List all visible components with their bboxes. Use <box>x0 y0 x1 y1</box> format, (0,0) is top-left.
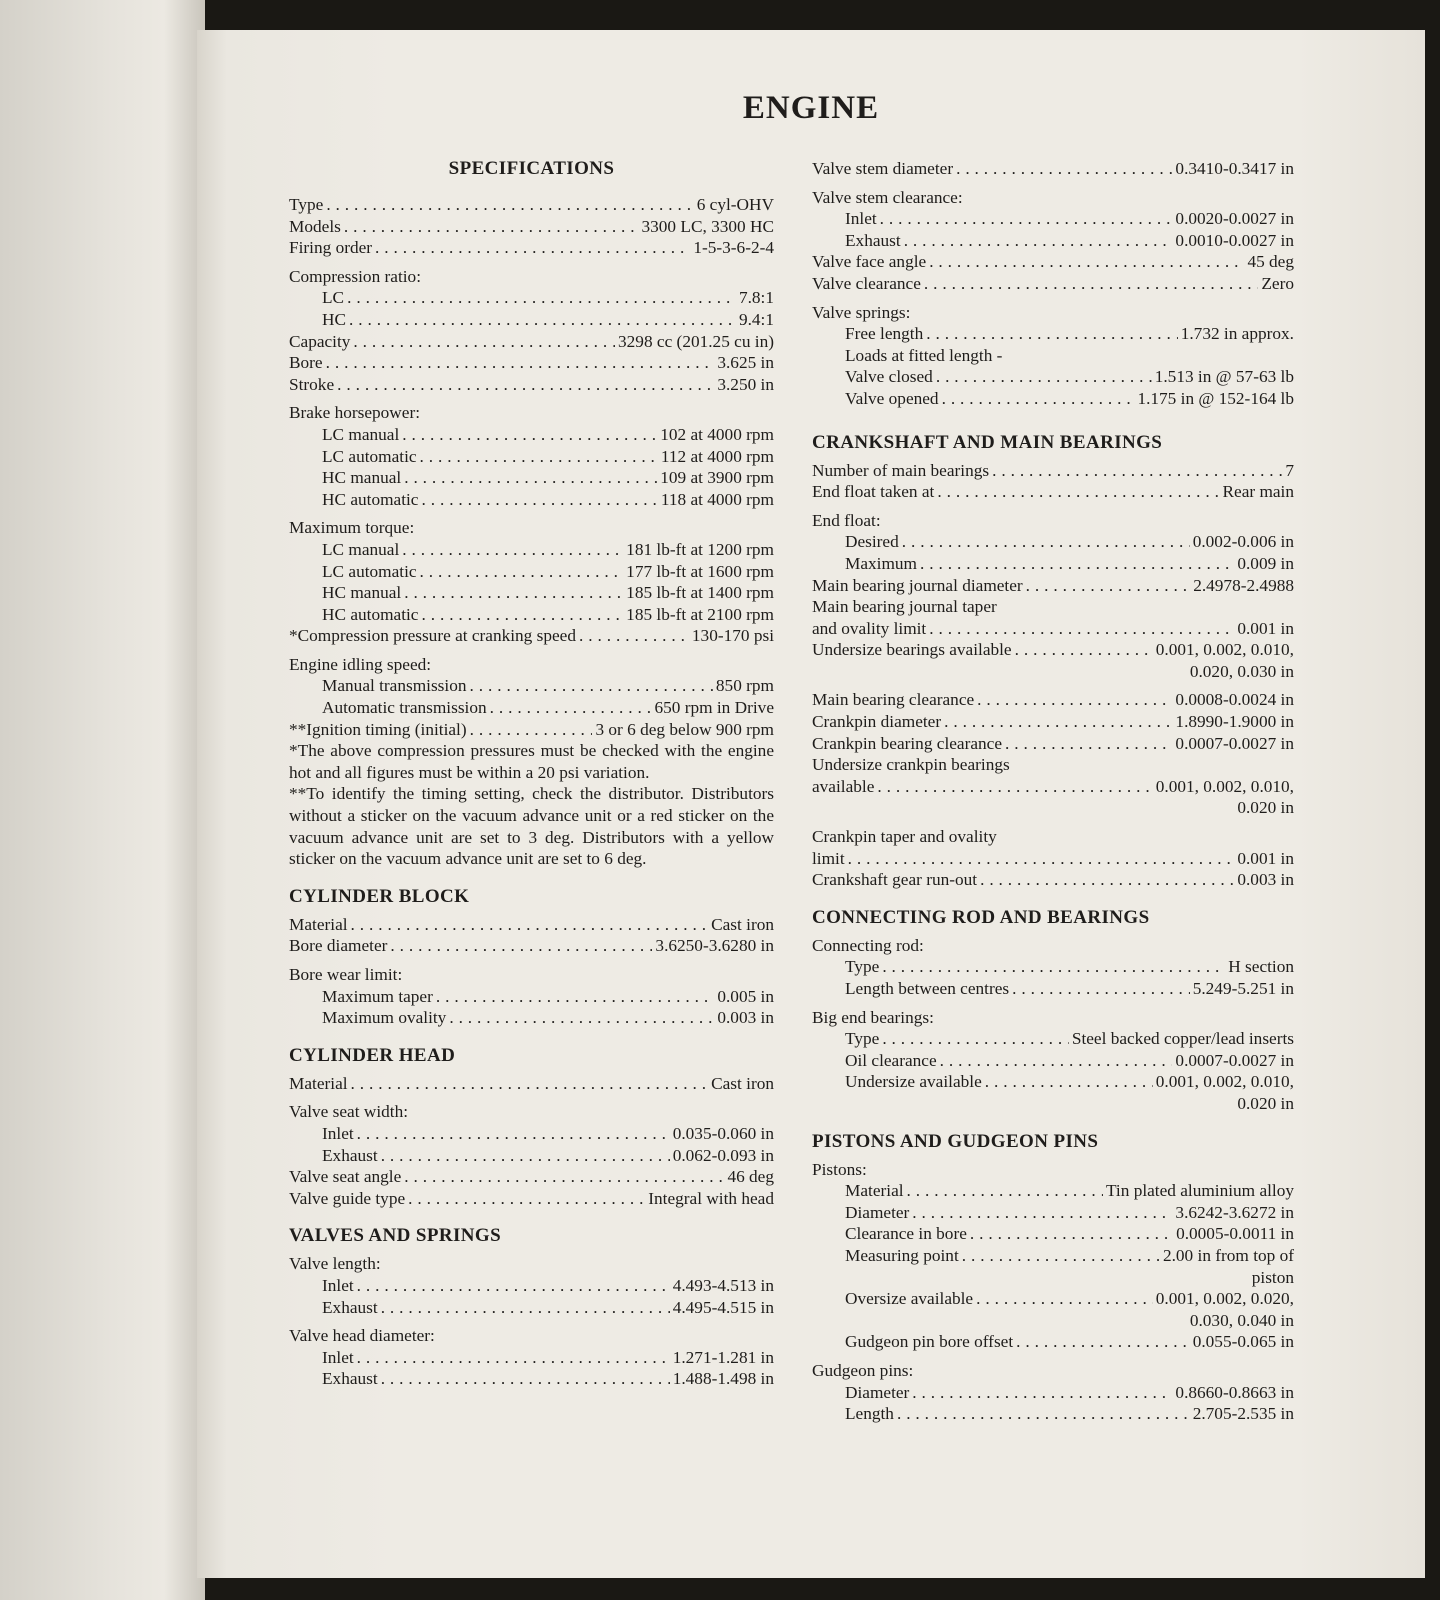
spec-row: Diameter . . . 3.6242-3.6272 in <box>812 1202 1294 1224</box>
spec-row: Diameter . . . 0.8660-0.8663 in <box>812 1382 1294 1404</box>
spec-row: Exhaust . . . 0.062-0.093 in <box>289 1145 774 1167</box>
spec-row: and ovality limit . . . 0.001 in <box>812 618 1294 640</box>
spec-row: HC manual . . . 185 lb-ft at 1400 rpm <box>289 582 774 604</box>
connecting-rod-section <box>812 907 1294 1115</box>
spec-continuation: piston <box>1251 1267 1294 1287</box>
spec-row: LC . . . 7.8:1 <box>289 287 774 309</box>
cylinder-head-section <box>289 1045 774 1210</box>
spec-row: Inlet . . . 0.0020-0.0027 in <box>812 208 1294 230</box>
left-column <box>289 158 774 1406</box>
spec-row: Inlet . . . 1.271-1.281 in <box>289 1347 774 1369</box>
section-heading: PISTONS AND GUDGEON PINS <box>812 1130 1099 1152</box>
group-label: Bore wear limit: <box>289 965 403 984</box>
spec-row: HC manual . . . 109 at 3900 rpm <box>289 467 774 489</box>
spec-row: LC automatic . . . 177 lb-ft at 1600 rpm <box>289 561 774 583</box>
spec-row: Number of main bearings . . . 7 <box>812 460 1294 482</box>
cylinder-block-section <box>289 886 774 1029</box>
spec-row: Length . . . 2.705-2.535 in <box>812 1403 1294 1425</box>
footnote-timing: **To identify the timing setting, check the distributor. Distributors without a sticker on the vacuum advance unit or a red sticker on the vacuum advance unit are set to 3 deg. Distributors with a yellow sticker on the vacuum advance unit are set to 6 deg. <box>289 784 774 869</box>
spec-row: Crankshaft gear run-out . . . 0.003 in <box>812 869 1294 891</box>
spec-row: Inlet . . . 4.493-4.513 in <box>289 1275 774 1297</box>
spec-row: Crankpin bearing clearance . . . 0.0007-0.0027 in <box>812 733 1294 755</box>
spec-row: Oil clearance . . . 0.0007-0.0027 in <box>812 1050 1294 1072</box>
spec-row: Automatic transmission . . . 650 rpm in Drive <box>289 697 774 719</box>
spec-row: Free length . . . 1.732 in approx. <box>812 323 1294 345</box>
section-heading: CYLINDER HEAD <box>289 1044 456 1066</box>
brake-horsepower <box>289 402 774 510</box>
specifications-section <box>289 158 774 870</box>
maximum-torque <box>289 517 774 647</box>
group-label: Brake horsepower: <box>289 403 421 423</box>
spec-row: Maximum ovality . . . 0.003 in <box>289 1007 774 1029</box>
spec-row: **Ignition timing (initial) . . . 3 or 6 deg below 900 rpm <box>289 719 774 741</box>
spec-row: Bore diameter . . . 3.6250-3.6280 in <box>289 935 774 957</box>
spec-text: Main bearing journal taper <box>812 597 997 617</box>
spec-row: Length between centres . . . 5.249-5.251 in <box>812 978 1294 1000</box>
group-label: Valve stem clearance: <box>812 187 963 207</box>
spec-row: Undersize bearings available . . . 0.001, 0.002, 0.010, <box>812 639 1294 661</box>
group-label: Gudgeon pins: <box>812 1360 914 1380</box>
spec-row: Exhaust . . . 1.488-1.498 in <box>289 1368 774 1390</box>
group-label: Pistons: <box>812 1159 867 1179</box>
group-label: Engine idling speed: <box>289 654 432 674</box>
valves-springs-section <box>289 1225 774 1390</box>
right-column <box>812 158 1294 1441</box>
spec-row: LC manual . . . 181 lb-ft at 1200 rpm <box>289 539 774 561</box>
group-label: Connecting rod: <box>812 935 924 955</box>
valves-continued <box>812 158 1294 410</box>
spec-row: End float taken at . . . Rear main <box>812 481 1294 503</box>
spec-row: HC automatic . . . 185 lb-ft at 2100 rpm <box>289 604 774 626</box>
group-label: Maximum torque: <box>289 518 415 538</box>
spec-row: Valve guide type . . . Integral with head <box>289 1188 774 1210</box>
spec-row: Crankpin diameter . . . 1.8990-1.9000 in <box>812 711 1294 733</box>
spec-row: Maximum taper . . . 0.005 in <box>289 986 774 1008</box>
section-heading: CONNECTING ROD AND BEARINGS <box>812 906 1150 928</box>
spec-text: Undersize crankpin bearings <box>812 755 1010 775</box>
specifications-heading: SPECIFICATIONS <box>448 158 615 179</box>
spec-row: Material . . . Cast iron <box>289 1073 774 1095</box>
spec-row: Type . . . H section <box>812 956 1294 978</box>
crankshaft-section <box>812 432 1294 891</box>
spec-row: Undersize available . . . 0.001, 0.002, 0.010, <box>812 1071 1294 1093</box>
facing-page-edge <box>0 0 205 1600</box>
page-title: ENGINE <box>742 90 880 126</box>
spec-row: Inlet . . . 0.035-0.060 in <box>289 1123 774 1145</box>
spec-row: Maximum . . . 0.009 in <box>812 553 1294 575</box>
spec-text: Crankpin taper and ovality <box>812 827 997 847</box>
spec-row: Main bearing journal diameter . . . 2.4978-2.4988 <box>812 575 1294 597</box>
spec-row: Main bearing clearance . . . 0.0008-0.0024 in <box>812 689 1294 711</box>
spec-row: Firing order . . . 1-5-3-6-2-4 <box>289 237 774 259</box>
spec-row: Models . . . 3300 LC, 3300 HC <box>289 216 774 238</box>
spec-row: Exhaust . . . 0.0010-0.0027 in <box>812 230 1294 252</box>
spec-continuation: 0.020 in <box>1237 1093 1294 1113</box>
group-label: Big end bearings: <box>812 1007 934 1027</box>
spec-row: Clearance in bore . . . 0.0005-0.0011 in <box>812 1223 1294 1245</box>
spec-continuation: 0.020, 0.030 in <box>1189 661 1294 681</box>
spec-row: Exhaust . . . 4.495-4.515 in <box>289 1297 774 1319</box>
spec-row: HC . . . 9.4:1 <box>289 309 774 331</box>
spec-row: Desired . . . 0.002-0.006 in <box>812 531 1294 553</box>
spec-row: Type . . . 6 cyl-OHV <box>289 194 774 216</box>
spec-row: Valve clearance . . . Zero <box>812 273 1294 295</box>
group-label: Valve springs: <box>812 302 911 322</box>
basic-specs <box>289 194 774 259</box>
group-label: Valve seat width: <box>289 1102 409 1122</box>
manual-page <box>197 30 1425 1578</box>
section-heading: VALVES AND SPRINGS <box>289 1225 502 1247</box>
spec-row: Valve seat angle . . . 46 deg <box>289 1166 774 1188</box>
spec-row: Gudgeon pin bore offset . . . 0.055-0.065 in <box>812 1331 1294 1353</box>
spec-row: Capacity . . . 3298 cc (201.25 cu in) <box>289 331 774 353</box>
spec-row: Oversize available . . . 0.001, 0.002, 0.020, <box>812 1288 1294 1310</box>
spec-row: Measuring point . . . 2.00 in from top of <box>812 1245 1294 1267</box>
group-label: Valve head diameter: <box>289 1326 435 1346</box>
spec-continuation: 0.030, 0.040 in <box>1189 1310 1294 1330</box>
spec-row: Valve face angle . . . 45 deg <box>812 251 1294 273</box>
spec-row: LC manual . . . 102 at 4000 rpm <box>289 424 774 446</box>
spec-row: LC automatic . . . 112 at 4000 rpm <box>289 446 774 468</box>
spec-row: Material . . . Tin plated aluminium alloy <box>812 1180 1294 1202</box>
section-heading: CRANKSHAFT AND MAIN BEARINGS <box>812 431 1163 453</box>
pistons-section <box>812 1131 1294 1425</box>
group-label: End float: <box>812 510 881 530</box>
spec-row: available . . . 0.001, 0.002, 0.010, <box>812 776 1294 798</box>
group-label: Compression ratio: <box>289 266 421 286</box>
spec-continuation: 0.020 in <box>1237 798 1294 818</box>
spec-row: HC automatic . . . 118 at 4000 rpm <box>289 489 774 511</box>
footnote-compression: *The above compression pressures must be checked with the engine hot and all figures must be within a 20 psi variation. <box>289 741 774 782</box>
idling-speed <box>289 654 774 870</box>
compression-ratio <box>289 266 774 396</box>
section-heading: CYLINDER BLOCK <box>289 885 470 907</box>
spec-row: Valve closed . . . 1.513 in @ 57-63 lb <box>812 366 1294 388</box>
spec-row: Valve opened . . . 1.175 in @ 152-164 lb <box>812 388 1294 410</box>
spec-row: Stroke . . . 3.250 in <box>289 374 774 396</box>
spec-row: *Compression pressure at cranking speed . . . 130-170 psi <box>289 625 774 647</box>
spec-row: Manual transmission . . . 850 rpm <box>289 675 774 697</box>
spec-row: Material . . . Cast iron <box>289 914 774 936</box>
spec-row: limit . . . 0.001 in <box>812 848 1294 870</box>
spec-row: Valve stem diameter . . . 0.3410-0.3417 in <box>812 158 1294 180</box>
spec-row: Type . . . Steel backed copper/lead inserts <box>812 1028 1294 1050</box>
group-label: Valve length: <box>289 1254 381 1274</box>
spec-row: Bore . . . 3.625 in <box>289 352 774 374</box>
group-label: Loads at fitted length - <box>845 345 1003 365</box>
